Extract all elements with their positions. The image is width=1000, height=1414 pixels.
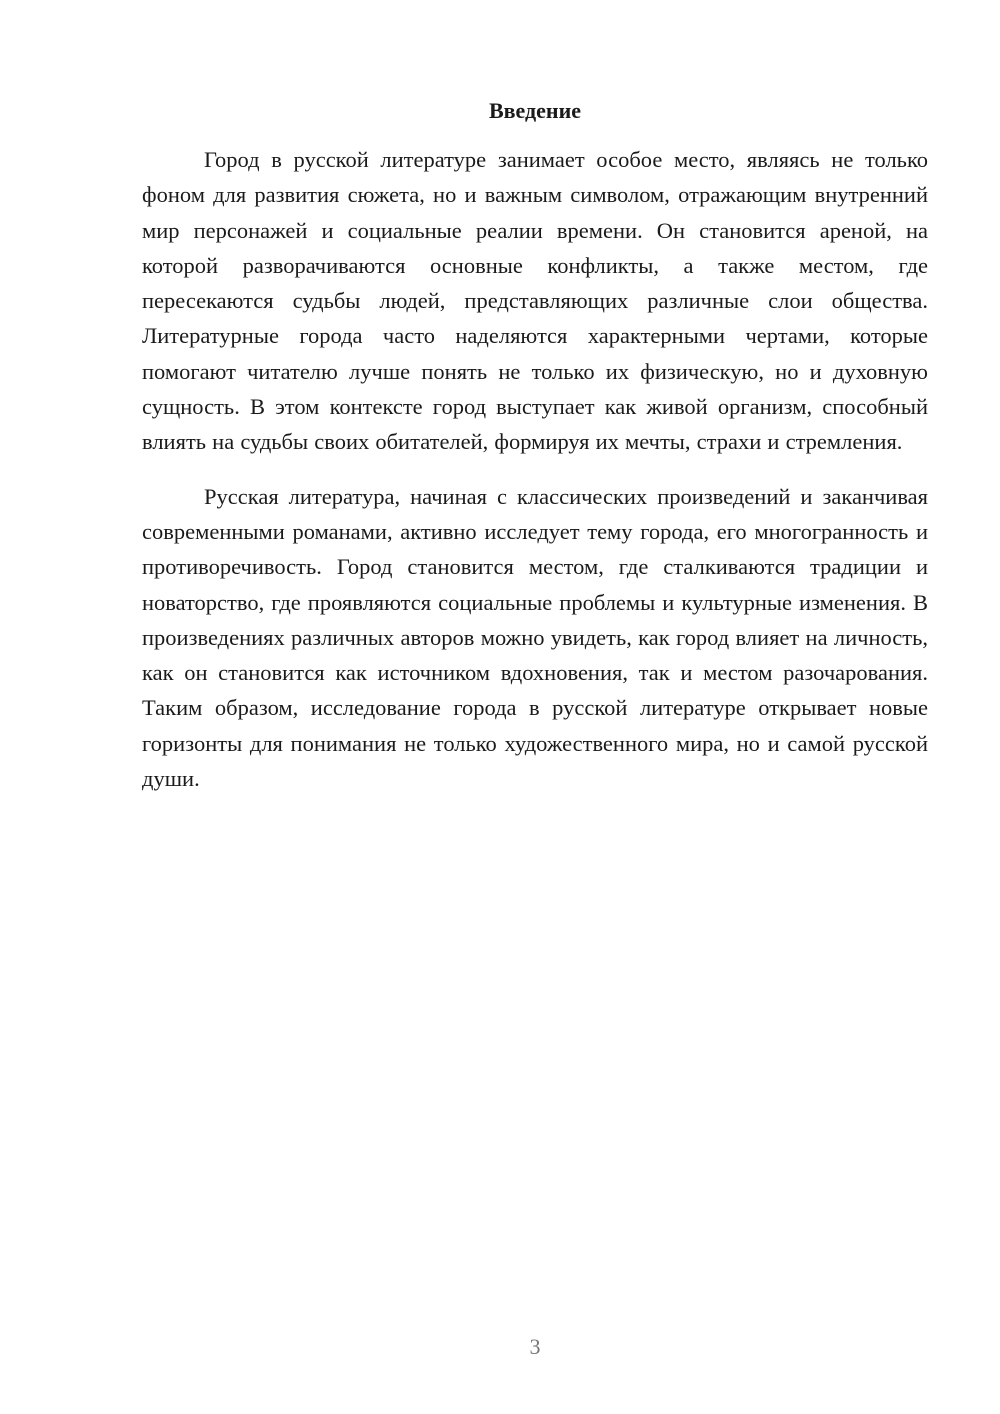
page-number: 3 bbox=[529, 1334, 541, 1359]
paragraph-2: Русская литература, начиная с классических произведений и заканчивая современными романами, активно исследует тему города, его многогранность и противоречивость. Город становится местом, где сталкиваются традиции и новаторство, где проявляются социальные проблемы и культурные изменения. В произведениях различных авторов можно увидеть, как город влияет на личность, как он становится как источником вдохновения, так и местом разочарования. Таким образом, исследование города в русской литературе открывает новые горизонты для понимания не только художественного мира, но и самой русской души. bbox=[142, 483, 928, 792]
body-text bbox=[142, 142, 928, 796]
section-heading: Введение bbox=[488, 98, 582, 123]
paragraph-1: Город в русской литературе занимает особое место, являясь не только фоном для развития сюжета, но и важным символом, отражающим внутренний мир персонажей и социальные реалии времени. Он становится ареной, на которой разворачиваются основные конфликты, а также местом, где пересекаются судьбы людей, представляющих различные слои общества. Литературные города часто наделяются характерными чертами, которые помогают читателю лучше понять не только их физическую, но и духовную сущность. В этом контексте город выступает как живой организм, способный влиять на судьбы своих обитателей, формируя их мечты, страхи и стремления. bbox=[142, 147, 928, 455]
